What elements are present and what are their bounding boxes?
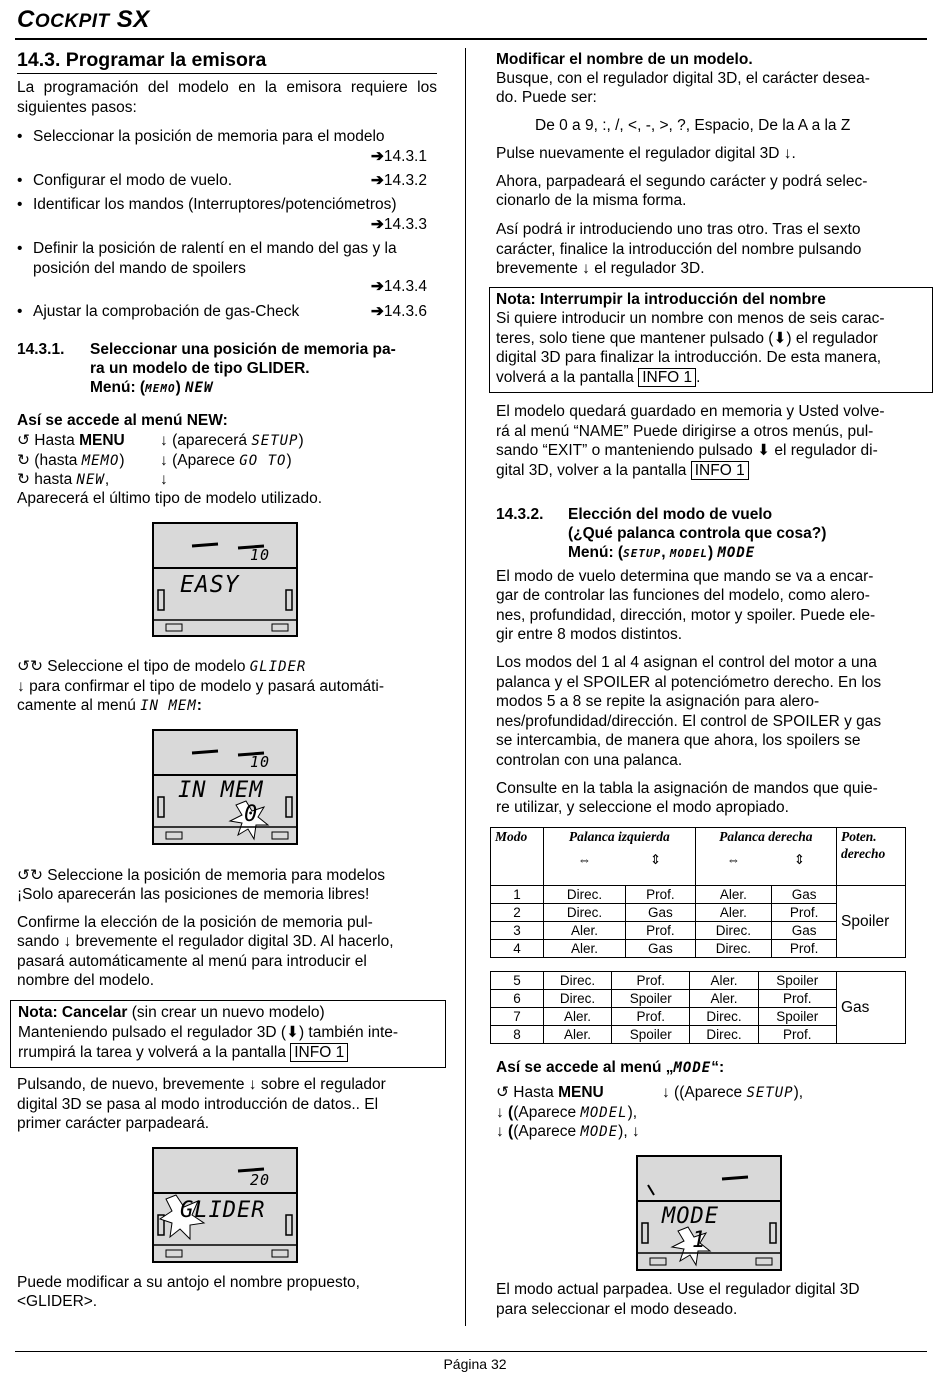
list-item: • Identificar los mandos (Interruptores/potenciómetros) ➔14.3.3 (17, 196, 427, 233)
menu-path: Menú: (SETUP, MODEL) MODE (568, 544, 756, 561)
select-memory-line-2: ¡Solo aparecerán las posiciones de memoria libres! (17, 886, 370, 903)
enter-line-2: carácter, finalice la introducción del nombre pulsando (496, 241, 862, 258)
list-item: • Seleccionar la posición de memoria para el modelo ➔14.3.1 (17, 128, 427, 165)
menu-path: Menú: (MEMO) NEW (90, 379, 214, 396)
modes-text-line-5: se intercambia, de manera que ahora, los spoilers se (496, 732, 861, 749)
access-line-2-result: ↓ (Aparece GO TO) (160, 452, 292, 469)
table-header-row (491, 828, 906, 886)
blink-line-2: cionarlo de la misma forma. (496, 192, 687, 209)
mode-text-line-1: El modo de vuelo determina que mando se va a encar- (496, 568, 874, 585)
consult-line-2: re utilizar, y seleccione el modo apropiado. (496, 799, 789, 816)
access-mode-line-1-result: ↓ ((Aparece SETUP), (662, 1084, 804, 1101)
modes-text-line-2: palanca y el SPOILER al potenciómetro derecho. En los (496, 674, 882, 691)
mode-text-line-4: gir entre 8 modos distintos. (496, 626, 683, 643)
lcd-top-number: 10 (250, 546, 271, 564)
modify-name-line-1: Busque, con el regulador digital 3D, el carácter desea- (496, 70, 870, 87)
saved-line-2: rá al menú “NAME” Puede dirigirse a otros menús, pul- (496, 423, 874, 440)
mode-text-line-3: nes, profundidad, dirección, motor y spoiler. Puede ele- (496, 607, 876, 624)
confirm-type-line-2: camente al menú IN MEM: (17, 697, 202, 714)
subsection-title: Seleccionar una posición de memoria pa- (90, 341, 396, 358)
access-mode-line-1: ↺ Hasta MENU (496, 1084, 604, 1101)
modes-text-line-4: nes/profundidad/dirección. El control de SPOILER y gas (496, 713, 882, 730)
header-rule (15, 38, 927, 40)
column-header-mode: Modo (491, 828, 544, 886)
page-number: Página 32 (443, 1356, 507, 1372)
lcd-main-text: EASY (180, 572, 240, 598)
lcd-display-glider (152, 1147, 298, 1263)
column-header-right-pot: Poten. derecho (837, 828, 906, 886)
press-again-line-2: digital 3D se pasa al modo introducción de datos.. El (17, 1096, 379, 1113)
lcd-display-easy (152, 522, 298, 637)
column-header-left-stick: Palanca izquierda ⇔ ⇕ (544, 828, 696, 886)
confirm-memory-line-3: pasará automáticamente al menú para introducir el (17, 953, 367, 970)
pot-assignment-spoiler: Spoiler (837, 886, 906, 958)
saved-line-1: El modelo quedará guardado en memoria y Usted volve- (496, 403, 885, 420)
modify-name-line-2: do. Puede ser: (496, 89, 597, 106)
current-mode-line-2: para seleccionar el modo deseado. (496, 1301, 738, 1318)
list-item: • Configurar el modo de vuelo. ➔14.3.2 (17, 172, 427, 189)
modes-text-line-1: Los modos del 1 al 4 asignan el control del motor a una (496, 654, 877, 671)
note-title: Nota: Interrumpir la introducción del nombre (496, 291, 826, 308)
enter-line-3: brevemente ↓ el regulador 3D. (496, 260, 705, 277)
access-line-3: ↻ hasta NEW, (17, 471, 110, 488)
arrow-left-right-icon: ⇔ (726, 852, 741, 867)
current-mode-line-1: El modo actual parpadea. Use el regulador digital 3D (496, 1281, 860, 1298)
section-title: 14.3. Programar la emisora (17, 49, 267, 71)
table-row: 5 Direc. Prof. Aler. Spoiler Gas (491, 972, 906, 990)
lcd-display-in-mem (152, 729, 298, 845)
subsection-number: 14.3.2. (496, 506, 544, 523)
enter-line-1: Así podrá ir introduciendo uno tras otro. Tras el sexto (496, 221, 861, 238)
mode-table-gas (490, 971, 906, 1044)
pot-assignment-gas: Gas (837, 972, 906, 1044)
confirm-memory-line-2: sando ↓ brevemente el regulador digital 3D. Al hacerlo, (17, 933, 394, 950)
lcd-main-text: MODE (662, 1204, 719, 1229)
header-title: COCKPIT SX (17, 6, 150, 33)
list-item: • Definir la posición de ralentí en el mando del gas y la posición del mando de spoilers ➔14.3.4 (17, 240, 427, 295)
table-row: 4 Aler. Gas Direc. Prof. (491, 940, 906, 958)
lcd-display-mode (636, 1155, 782, 1271)
arrow-up-down-icon: ⇕ (649, 852, 662, 867)
access-mode-title: Así se accede al menú „MODE“: (496, 1059, 725, 1076)
modes-text-line-3: modos 5 a 8 se repite la asignación para alero- (496, 693, 820, 710)
arrow-up-down-icon: ⇕ (793, 852, 806, 867)
table-row: 7 Aler. Prof. Direc. Spoiler (491, 1008, 906, 1026)
note-interrupt-box (489, 287, 933, 393)
column-header-right-stick: Palanca derecha ⇔ ⇕ (695, 828, 836, 886)
note-cancel-box: Nota: Cancelar (sin crear un nuevo modelo) Manteniendo pulsado el regulador 3D (⬇) también inte- rrumpirá la tarea y volverá a la pantalla INFO 1 (10, 1000, 446, 1068)
down-arrow-icon: ↓ (160, 471, 168, 488)
table-row: 2 Direc. Gas Aler. Prof. (491, 904, 906, 922)
subsection-title-2: (¿Qué palanca controla que cosa?) (568, 525, 827, 542)
lcd-sub-text: 0 (244, 802, 259, 827)
confirm-type-line-1: ↓ para confirmar el tipo de modelo y pasará automáti- (17, 678, 385, 695)
table-row: 3 Aler. Prof. Direc. Gas (491, 922, 906, 940)
note-title: Nota: Cancelar (18, 1004, 128, 1021)
press-again-text: Pulse nuevamente el regulador digital 3D ↓. (496, 145, 796, 162)
access-line-4: Aparecerá el último tipo de modelo utilizado. (17, 490, 323, 507)
mode-text-line-2: gar de controlar las funciones del modelo, como alero- (496, 587, 870, 604)
select-memory-line-1: ↺↻ Seleccione la posición de memoria para modelos (17, 867, 386, 884)
column-divider (465, 48, 466, 1326)
arrow-left-right-icon: ⇔ (577, 852, 591, 867)
note-text-line-2: teres, solo tiene que mantener pulsado (⬇) el regulador (496, 330, 878, 347)
access-mode-line-2: ↓ ((Aparece MODEL), (496, 1104, 638, 1121)
table-row: 1 Direc. Prof. Aler. Gas Spoiler (491, 886, 906, 904)
list-item: • Ajustar la comprobación de gas-Check ➔14.3.6 (17, 303, 427, 320)
access-mode-line-3: ↓ ((Aparece MODE), ↓ (496, 1123, 640, 1140)
section-title-rule (17, 73, 437, 74)
access-line-1-result: ↓ (aparecerá SETUP) (160, 432, 304, 449)
lcd-main-text: IN MEM (178, 778, 264, 803)
allowed-characters: De 0 a 9, :, /, <, -, >, ?, Espacio, De la A a la Z (535, 117, 851, 134)
lcd-top-number: 20 (250, 1171, 271, 1189)
lcd-sub-text: 1 (692, 1228, 707, 1253)
table-row: 6 Direc. Spoiler Aler. Prof. (491, 990, 906, 1008)
intro-text: La programación del modelo en la emisora requiere los siguientes pasos: (17, 79, 437, 116)
access-line-2: ↻ (hasta MEMO) (17, 452, 125, 469)
consult-line-1: Consulte en la tabla la asignación de mandos que quie- (496, 780, 878, 797)
note-text-line-2: Manteniendo pulsado el regulador 3D (⬇) también inte- (18, 1024, 399, 1041)
access-title: Así se accede al menú NEW: (17, 412, 228, 429)
subsection-title: Elección del modo de vuelo (568, 506, 773, 523)
press-again-line-1: Pulsando, de nuevo, brevemente ↓ sobre el regulador (17, 1076, 386, 1093)
confirm-memory-line-4: nombre del modelo. (17, 972, 154, 989)
subsection-title-2: ra un modelo de tipo GLIDER. (90, 360, 310, 377)
note-text-line-1: Si quiere introducir un nombre con menos de seis carac- (496, 310, 885, 327)
blink-line-1: Ahora, parpadeará el segundo carácter y podrá selec- (496, 173, 868, 190)
mode-table (490, 827, 906, 958)
table-row: 8 Aler. Spoiler Direc. Prof. (491, 1026, 906, 1044)
note-text-line-4: volverá a la pantalla INFO 1 . (496, 369, 701, 386)
access-line-1: ↺ Hasta MENU (17, 432, 125, 449)
saved-line-4: gital 3D, volver a la pantalla INFO 1 (496, 461, 749, 481)
note-text-line-3: rrumpirá la tarea y volverá a la pantalla INFO 1 (18, 1043, 348, 1063)
footer-rule (15, 1351, 927, 1352)
select-type-line: ↺↻ Seleccione el tipo de modelo GLIDER (17, 658, 307, 675)
lcd-main-text: GLIDER (180, 1198, 266, 1223)
modes-text-line-6: controlan con una palanca. (496, 752, 683, 769)
modify-name-line-2: <GLIDER>. (17, 1293, 98, 1310)
saved-line-3: sando “EXIT” o manteniendo pulsado ⬇ el regulador di- (496, 442, 878, 459)
subsection-number: 14.3.1. (17, 341, 65, 358)
lcd-top-number: 10 (250, 753, 271, 771)
press-again-line-3: primer carácter parpadeará. (17, 1115, 210, 1132)
confirm-memory-line-1: Confirme la elección de la posición de memoria pul- (17, 914, 373, 931)
modify-name-title: Modificar el nombre de un modelo. (496, 51, 753, 68)
note-text-line-3: digital 3D para finalizar la introducción. De esta manera, (496, 349, 882, 366)
modify-name-line-1: Puede modificar a su antojo el nombre propuesto, (17, 1274, 360, 1291)
